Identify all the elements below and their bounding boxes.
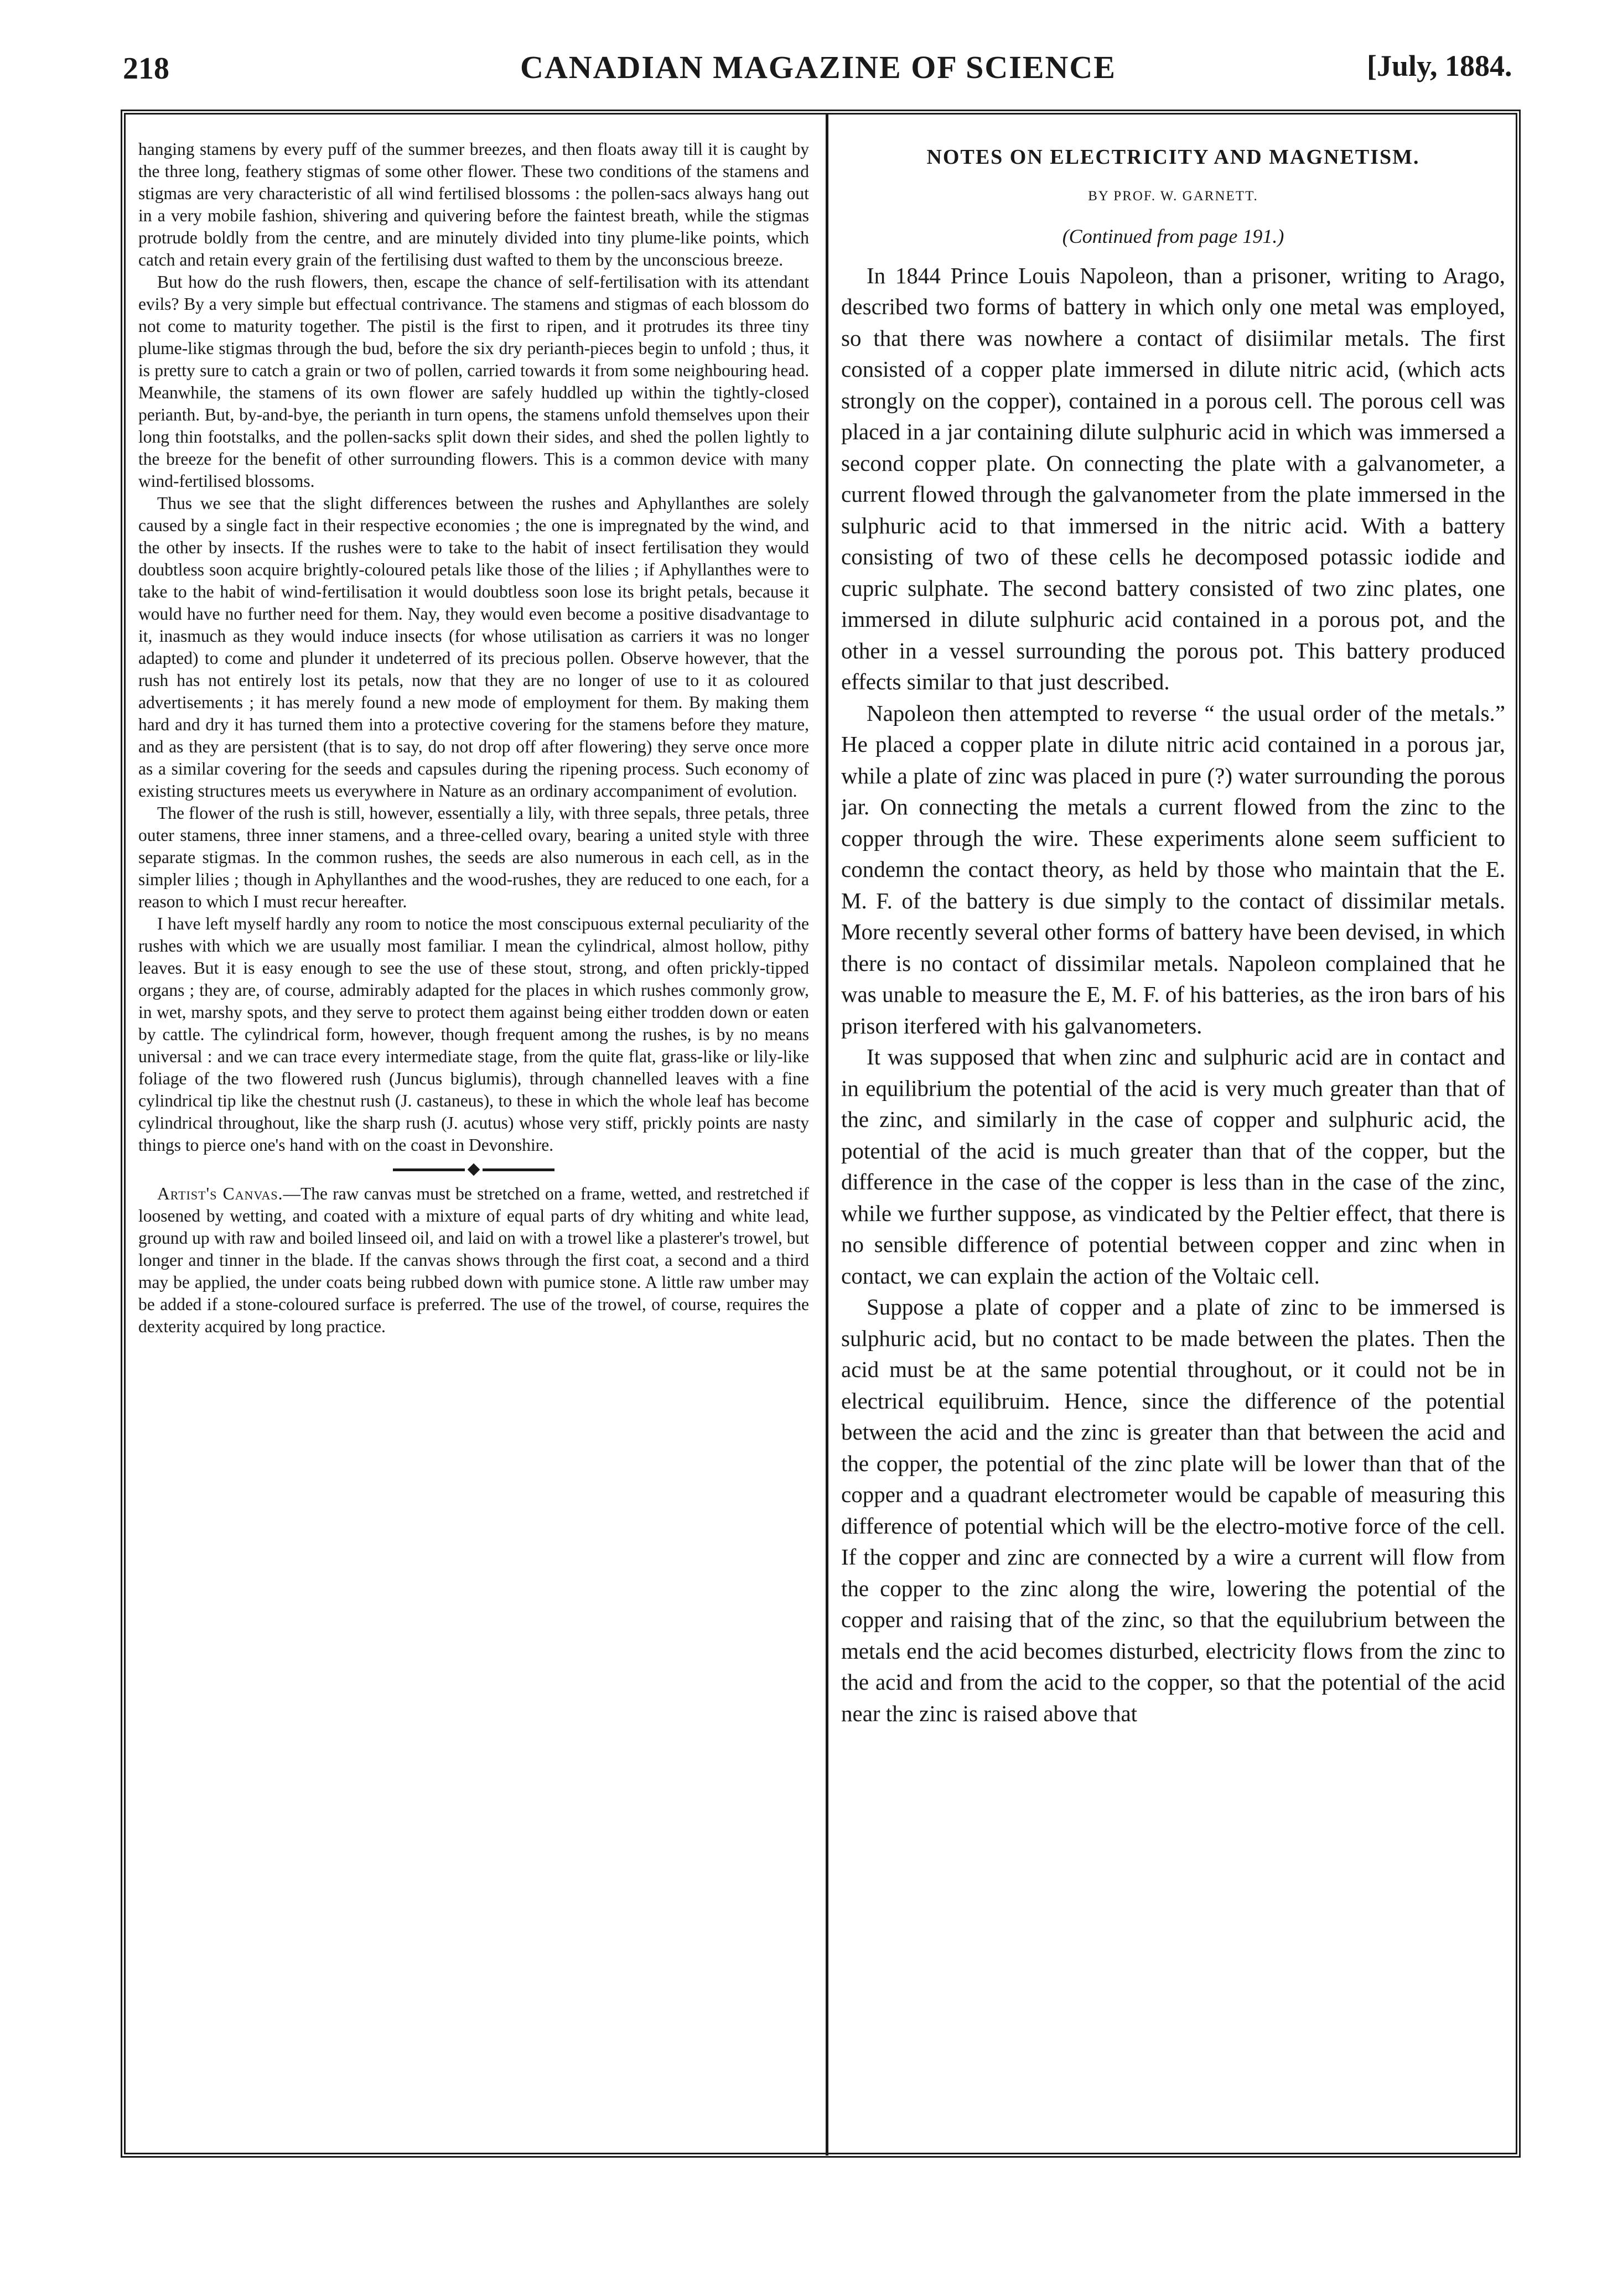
- body-paragraph: But how do the rush flowers, then, escape the chance of self-fertilisation with its attendant evils? By a very simple but effectual contrivance. The stamens and stigmas of each blossom do not come to maturity together. The pistil is the first to ripen, and it protrudes its three tiny plume-like stigmas through the bud, before the six dry perianth-pieces begin to unfold ; thus, it is pretty sure to catch a grain or two of pollen, carried towards it from some neighbouring head. Meanwhile, the stamens of its own flower are safely huddled up within the tightly-closed perianth. But, by-and-bye, the perianth in turn opens, the stamens unfold themselves upon their long thin footstalks, and the pollen-sacks split down their sides, and shed the pollen lightly to the breeze for the benefit of other surrounding flowers. This is a common device with many wind-fertilised blossoms.: [138, 272, 809, 491]
- article-byline: BY PROF. W. GARNETT.: [1088, 188, 1258, 204]
- ornament-divider: [138, 1156, 809, 1183]
- note-text: —The raw canvas must be stretched on a frame, wetted, and restretched if loosened by wetting, and coated with a mixture of equal parts of dry whiting and white lead, ground up with raw and boiled linseed oil, and laid on with a trowel like a plasterer's trowel, but longer and tinner in the blade. If the canvas shows through the first coat, a second and a third may be applied, the under coats being rubbed down with pumice stone. A little raw umber may be added if a stone-coloured surface is preferred. The use of the trowel, of course, requires the dexterity acquired by long practice.: [138, 1184, 809, 1336]
- column-divider: [826, 114, 828, 2155]
- issue-date: [July, 1884.: [1367, 49, 1512, 82]
- page-header: [0, 0, 1607, 111]
- artists-canvas-note: [138, 1183, 809, 1338]
- body-paragraph: Thus we see that the slight differences between the rushes and Aphyllanthes are solely caused by a single fact in their respective economies ; the one is impregnated by the wind, and the other by insects. If the rushes were to take to the habit of insect fertilisation they would doubtless soon acquire brightly-coloured petals like those of the lilies ; if Aphyllanthes were to take to the habit of wind-fertilisation it would doubtless soon lose its bright petals, because it would have no further need for them. Nay, they would even become a positive disadvantage to it, inasmuch as they would induce insects (for whose utilisation as carriers it was no longer adapted) to come and plunder it undeterred of its precious pollen. Observe however, that the rush has not entirely lost its petals, now that they are no longer of use to it as coloured advertisements ; it has merely found a new mode of employment for them. By making them hard and dry it has turned them into a protective covering for the stamens before they mature, and as they are persistent (that is to say, do not drop off after flowering) they serve once more as a similar covering for the seeds and capsules during the ripening process. Such economy of existing structures meets us everywhere in Nature as an ordinary accompaniment of evolution.: [138, 494, 809, 801]
- running-title: CANADIAN MAGAZINE OF SCIENCE: [520, 49, 1116, 85]
- article-title: NOTES ON ELECTRICITY AND MAGNETISM.: [926, 146, 1420, 169]
- left-column: [138, 138, 809, 2141]
- right-column: [841, 137, 1505, 2146]
- body-paragraph: Napoleon then attempted to reverse “ the usual order of the metals.” He placed a copper plate in dilute nitric acid contained in a porous jar, while a plate of zinc was placed in pure (?) water surrounding the porous jar. On connecting the metals a current flowed from the zinc to the copper through the wire. These experiments alone seem sufficient to condemn the contact theory, as held by those who maintain that the E. M. F. of the battery is due simply to the contact of dissimilar metals. More recently several other forms of battery have been devised, in which there is no contact of dissimilar metals. Napoleon complained that he was unable to measure the E, M. F. of his batteries, as the iron bars of his prison iterfered with his galvanometers.: [841, 700, 1505, 1038]
- body-paragraph: hanging stamens by every puff of the summer breezes, and then floats away till it is caught by the three long, feathery stigmas of some other flower. These two conditions of the stamens and stigmas are very characteristic of all wind fertilised blossoms : the pollen-sacs always hang out in a very mobile fashion, shivering and quivering before the faintest breath, while the stigmas protrude boldly from the centre, and are minutely divided into tiny plume-like points, which catch and retain every grain of the fertilising dust wafted to them by the unconscious breeze.: [138, 139, 809, 269]
- body-paragraph: I have left myself hardly any room to notice the most conscipuous external peculiarity of the rushes with which we are usually most familiar. I mean the cylindrical, almost hollow, pithy leaves. But it is easy enough to see the use of these stout, strong, and often prickly-tipped organs ; they are, of course, admirably adapted for the places in which rushes commonly grow, in wet, marshy spots, and they serve to protect them against being either trodden down or eaten by cattle. The cylindrical form, however, though frequent among the rushes, is by no means universal : and we can trace every intermediate stage, from the quite flat, grass-like or lily-like foliage of the two flowered rush (Juncus biglumis), through channelled leaves with a fine cylindrical tip like the chestnut rush (J. castaneus), to these in which the whole leaf has become cylindrical throughout, like the sharp rush (J. acutus) whose very stiff, prickly points are nasty things to pierce one's hand with on the coast in Devonshire.: [138, 914, 809, 1155]
- continued-note: (Continued from page 191.): [1062, 225, 1284, 247]
- body-paragraph: The flower of the rush is still, however, essentially a lily, with three sepals, three petals, three outer stamens, three inner stamens, and a three-celled ovary, bearing a united style with three separate stigmas. In the common rushes, the seeds are also numerous in each cell, as in the simpler lilies ; though in Aphyllanthes and the wood-rushes, they are reduced to one each, for a reason to which I must recur hereafter.: [138, 803, 809, 911]
- body-paragraph: It was supposed that when zinc and sulphuric acid are in contact and in equilibrium the potential of the acid is very much greater than that of the zinc, and similarly in the case of copper and sulphuric acid, the potential of the acid is much greater than that of the copper, but the difference in the case of the copper is less than in the case of the zinc, while we further suppose, as vindicated by the Peltier effect, that there is no sensible difference of potential between copper and zinc when in contact, we can explain the action of the Voltaic cell.: [841, 1044, 1505, 1289]
- page-number: 218: [123, 51, 169, 86]
- body-paragraph: Suppose a plate of copper and a plate of zinc to be immersed is sulphuric acid, but no contact to be made between the plates. Then the acid must be at the same potential throughout, or it could not be in electrical equilibruim. Hence, since the difference of the potential between the acid and the zinc is greater than that between the acid and the copper, the potential of the zinc plate will be lower than that of the copper and a quadrant electrometer would be capable of measuring this difference of potential which will be the electro-motive force of the cell. If the copper and zinc are connected by a wire a current will flow from the copper to the zinc along the wire, lowering the potential of the copper and raising that of the zinc, so that the equilubrium between the metals end the acid becomes disturbed, electricity flows from the zinc to the acid and from the acid to the copper, so that the potential of the acid near the zinc is raised above that: [841, 1294, 1505, 1726]
- body-paragraph: In 1844 Prince Louis Napoleon, than a prisoner, writing to Arago, described two forms of battery in which only one metal was employed, so that there was nowhere a contact of disiimilar metals. The first consisted of a copper plate immersed in dilute nitric acid, (which acts strongly on the copper), contained in a porous cell. The porous cell was placed in a jar containing dilute sulphuric acid in which was immersed a second copper plate. On connecting the plate with a galvanometer, a current flowed through the galvanometer from the plate immersed in the sulphuric acid to that immersed in the nitric acid. With a battery consisting of two of these cells he decomposed potassic iodide and cupric sulphate. The second battery consisted of two zinc plates, one immersed in dilute sulphuric acid contained in a porous pot, and the other in a vessel surrounding the porous pot. This battery produced effects similar to that just described.: [841, 262, 1505, 694]
- note-lead: Artist's Canvas.: [157, 1184, 283, 1203]
